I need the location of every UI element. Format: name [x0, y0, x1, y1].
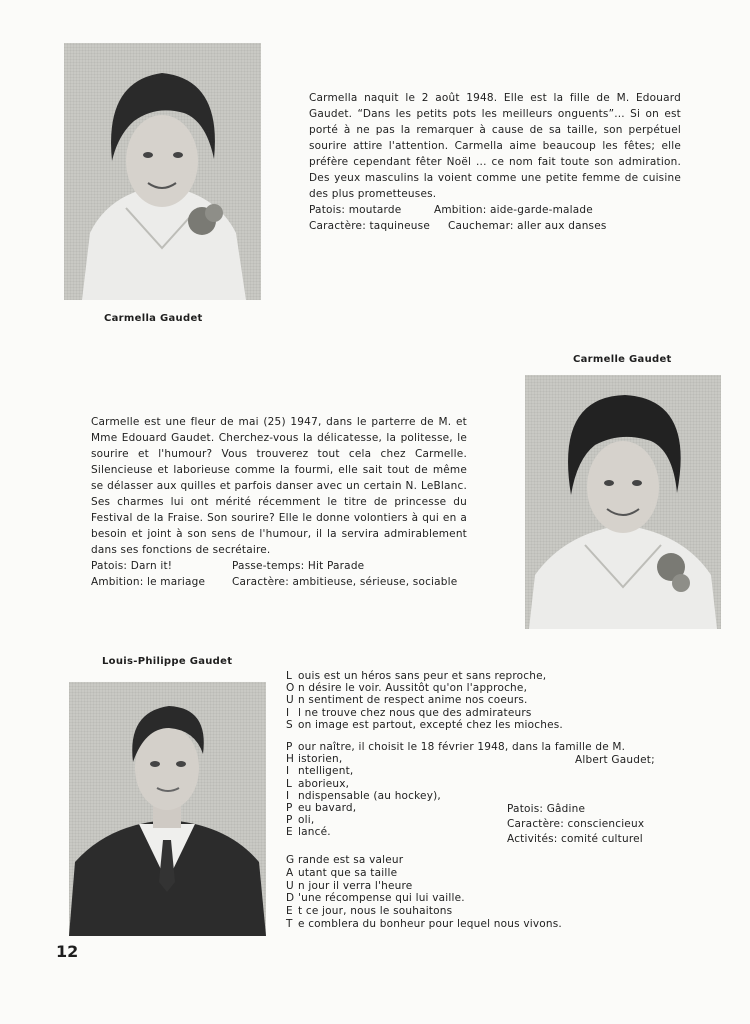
- acrostic-letter: P: [286, 802, 293, 815]
- louis-philippe-portrait-photo: [69, 682, 266, 936]
- acrostic-line: [286, 892, 562, 905]
- acrostic-line: [286, 905, 562, 918]
- louis-philippe-name-caption: Louis-Philippe Gaudet: [102, 656, 233, 667]
- carmella-portrait-photo: [64, 43, 261, 300]
- acrostic-text: our naître, il choisit le 18 février 1948, dans la famille de M.: [298, 741, 626, 753]
- acrostic-letter: D: [286, 892, 295, 905]
- page-number: 12: [56, 942, 79, 961]
- acrostic-line: [286, 682, 563, 694]
- acrostic-text: n sentiment de respect anime nos coeurs.: [298, 694, 528, 707]
- acrostic-text: t ce jour, nous le souhaitons: [298, 905, 453, 918]
- acrostic-text: n désire le voir. Aussitôt qu'on l'approche,: [298, 682, 528, 695]
- acrostic-line: [286, 670, 563, 682]
- louis-philippe-patois: Patois: Gâdine: [507, 803, 586, 815]
- acrostic-letter: U: [286, 879, 294, 892]
- carmelle-details-row-2: [91, 574, 467, 590]
- acrostic-letter: T: [286, 917, 293, 930]
- acrostic-text: eu bavard,: [298, 802, 357, 815]
- louis-philippe-activites: Activités: comité culturel: [507, 833, 643, 845]
- carmella-details-row-1: [309, 202, 681, 218]
- acrostic-letter: I: [286, 765, 290, 778]
- carmella-name-caption: Carmella Gaudet: [104, 313, 203, 324]
- acrostic-letter: U: [286, 694, 294, 707]
- acrostic-text: e comblera du bonheur pour lequel nous vivons.: [298, 917, 562, 930]
- louis-philippe-stanza-3: [286, 854, 562, 931]
- acrostic-text: 'une récompense qui lui vaille.: [298, 892, 465, 905]
- acrostic-text: l ne trouve chez nous que des admirateurs: [298, 706, 532, 719]
- acrostic-letter: A: [286, 866, 294, 879]
- acrostic-text: ouis est un héros sans peur et sans reproche,: [298, 670, 547, 682]
- acrostic-line: [286, 790, 625, 802]
- carmella-bio: Carmella naquit le 2 août 1948. Elle est la fille de M. Edouard Gaudet. “Dans les petits pots les meilleurs onguents”... Si on est porté à ne pas la remarquer à cause de sa taille, son perpétuel sourire attire l'attention. Carmella aime beaucoup les fêtes; elle préfère cependant fêter Noël ... ce nom fait toute son admiration. Des yeux masculins la voient comme une petite femme de cuisine des plus prometteuses.: [309, 92, 681, 200]
- acrostic-text: oli,: [298, 814, 315, 827]
- acrostic-letter: G: [286, 854, 295, 866]
- carmella-caractere: Caractère: taquineuse: [309, 220, 430, 232]
- acrostic-letter: P: [286, 741, 293, 753]
- carmella-cauchemar: Cauchemar: aller aux danses: [448, 220, 607, 232]
- acrostic-letter: P: [286, 814, 293, 827]
- acrostic-letter: L: [286, 777, 293, 790]
- louis-philippe-details: [507, 802, 644, 847]
- louis-philippe-stanza-1: [286, 670, 563, 731]
- acrostic-text: aborieux,: [298, 777, 350, 790]
- acrostic-text: ndispensable (au hockey),: [298, 789, 441, 802]
- acrostic-line: [286, 694, 563, 706]
- acrostic-text: istorien,: [298, 753, 343, 766]
- acrostic-line: [286, 918, 562, 931]
- acrostic-letter: I: [286, 706, 290, 719]
- acrostic-letter: E: [286, 826, 293, 839]
- acrostic-text: lancé.: [298, 826, 331, 839]
- acrostic-line: [286, 880, 562, 893]
- acrostic-text: rande est sa valeur: [298, 854, 404, 866]
- carmella-details-row-2: [309, 218, 681, 234]
- louis-philippe-father-name: Albert Gaudet;: [575, 754, 655, 766]
- acrostic-text: on image est partout, excepté chez les mioches.: [298, 718, 563, 731]
- carmella-bio-block: [309, 90, 681, 234]
- acrostic-letter: H: [286, 753, 295, 766]
- acrostic-letter: S: [286, 718, 293, 731]
- carmelle-caractere: Caractère: ambitieuse, sérieuse, sociable: [232, 576, 458, 588]
- carmelle-passetemps: Passe-temps: Hit Parade: [232, 560, 365, 572]
- acrostic-text: utant que sa taille: [298, 866, 398, 879]
- acrostic-line: [286, 719, 563, 731]
- acrostic-line: [286, 867, 562, 880]
- acrostic-line: [286, 778, 625, 790]
- louis-philippe-caractere: Caractère: consciencieux: [507, 818, 645, 830]
- acrostic-letter: O: [286, 682, 295, 695]
- carmelle-name-caption: Carmelle Gaudet: [573, 354, 672, 365]
- acrostic-letter: L: [286, 670, 293, 682]
- carmelle-bio: Carmelle est une fleur de mai (25) 1947, dans le parterre de M. et Mme Edouard Gaudet. Cherchez-vous la délicatesse, la politesse, le sourire et l'humour? Vous trouverez tout cela chez Carmelle. Silencieuse et laborieuse comme la fourmi, elle sait tout de même se délasser aux quilles et parfois danser avec un certain N. LeBlanc. Ses charmes lui ont mérité récemment le titre de princesse du Festival de la Fraise. Son sourire? Elle le donne volontiers à qui en a besoin et joint à son sens de l'humour, il la servira admirablement dans ses fonctions de secrétaire.: [91, 416, 467, 556]
- acrostic-line: [286, 854, 562, 867]
- carmelle-ambition: Ambition: le mariage: [91, 576, 206, 588]
- acrostic-line: [286, 707, 563, 719]
- acrostic-text: n jour il verra l'heure: [298, 879, 413, 892]
- carmelle-portrait-photo: [525, 375, 721, 629]
- carmella-ambition: Ambition: aide-garde-malade: [434, 204, 593, 216]
- carmelle-patois: Patois: Darn it!: [91, 560, 173, 572]
- acrostic-letter: I: [286, 789, 290, 802]
- carmella-patois: Patois: moutarde: [309, 204, 402, 216]
- carmelle-bio-block: [91, 414, 467, 590]
- acrostic-letter: E: [286, 905, 293, 918]
- carmelle-details-row-1: [91, 558, 467, 574]
- acrostic-text: ntelligent,: [298, 765, 354, 778]
